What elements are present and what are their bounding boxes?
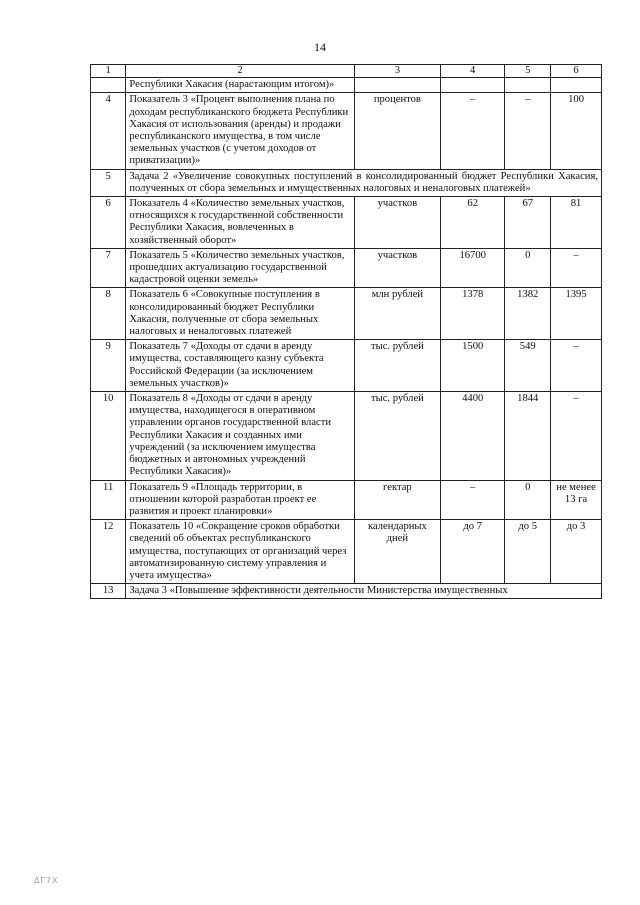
value-col4: 16700 <box>441 248 505 288</box>
unit-cell: процентов <box>354 93 440 169</box>
value-col6: 1395 <box>551 288 602 340</box>
indicator-name: Республики Хакасия (нарастающим итогом)» <box>126 78 354 93</box>
value-col5: – <box>505 93 551 169</box>
row-number: 12 <box>91 520 126 584</box>
indicator-row <box>91 392 602 480</box>
indicator-name: Показатель 6 «Совокупные поступления в консолидированный бюджет Республики Хакасия, полученные от сбора земельных налоговых и неналоговых платежей <box>126 288 354 340</box>
value-col5: до 5 <box>505 520 551 584</box>
column-number: 6 <box>551 65 602 78</box>
value-col5: 0 <box>505 480 551 520</box>
indicator-row <box>91 520 602 584</box>
row-number: 7 <box>91 248 126 288</box>
value-col6: до 3 <box>551 520 602 584</box>
column-number: 4 <box>441 65 505 78</box>
indicator-name: Показатель 9 «Площадь территории, в отношении которой разработан проект ее развития и проект планировки» <box>126 480 354 520</box>
indicator-name: Показатель 8 «Доходы от сдачи в аренду имущества, находящегося в оперативном управлении органов государственной власти Республики Хакасия и созданных ими учреждений (за исключением имущества бюджетных и автономных учреждений Республики Хакасия)» <box>126 392 354 480</box>
row-number: 11 <box>91 480 126 520</box>
indicators-table <box>90 64 602 599</box>
unit-cell: гектар <box>354 480 440 520</box>
column-number: 1 <box>91 65 126 78</box>
corner-mark: ΔΓ7Χ <box>34 876 59 885</box>
column-number-row <box>91 65 602 78</box>
task-row <box>91 169 602 196</box>
value-col4: – <box>441 480 505 520</box>
indicator-row <box>91 288 602 340</box>
row-number: 13 <box>91 584 126 599</box>
indicator-row <box>91 93 602 169</box>
value-col6: 81 <box>551 197 602 249</box>
indicator-name: Показатель 4 «Количество земельных участков, относящихся к государственной собственности Республики Хакасия, вовлеченных в хозяйственный оборот» <box>126 197 354 249</box>
column-number: 5 <box>505 65 551 78</box>
indicator-row <box>91 248 602 288</box>
unit-cell: тыс. рублей <box>354 392 440 480</box>
value-col5: 549 <box>505 340 551 392</box>
unit-cell <box>354 78 440 93</box>
value-col5: 67 <box>505 197 551 249</box>
value-col4: 1500 <box>441 340 505 392</box>
indicator-row <box>91 197 602 249</box>
indicator-name: Показатель 3 «Процент выполнения плана по доходам республиканского бюджета Республики Хакасия от использования (аренды) и продажи республиканского имущества, в том числе земельных участков (с учетом доходов от приватизации)» <box>126 93 354 169</box>
value-col6: – <box>551 248 602 288</box>
row-number <box>91 78 126 93</box>
indicator-row <box>91 480 602 520</box>
value-col6: – <box>551 392 602 480</box>
value-col6: 100 <box>551 93 602 169</box>
value-col4 <box>441 78 505 93</box>
value-col5 <box>505 78 551 93</box>
row-number: 4 <box>91 93 126 169</box>
unit-cell: календарных дней <box>354 520 440 584</box>
value-col5: 1382 <box>505 288 551 340</box>
value-col4: 4400 <box>441 392 505 480</box>
indicator-row <box>91 78 602 93</box>
indicator-name: Показатель 7 «Доходы от сдачи в аренду имущества, составляющего казну субъекта Российской Федерации (за исключением земельных участков)» <box>126 340 354 392</box>
value-col6 <box>551 78 602 93</box>
task-row <box>91 584 602 599</box>
value-col4: до 7 <box>441 520 505 584</box>
indicator-row <box>91 340 602 392</box>
row-number: 6 <box>91 197 126 249</box>
indicator-name: Показатель 10 «Сокращение сроков обработки сведений об объектах республиканского имущества, поступающих от организаций через автоматизированную систему управления и учета имущества» <box>126 520 354 584</box>
task-text: Задача 3 «Повышение эффективности деятельности Министерства имущественных <box>126 584 602 599</box>
value-col5: 0 <box>505 248 551 288</box>
row-number: 5 <box>91 169 126 196</box>
value-col5: 1844 <box>505 392 551 480</box>
row-number: 8 <box>91 288 126 340</box>
task-text: Задача 2 «Увеличение совокупных поступлений в консолидированный бюджет Республики Хакасия, полученных от сбора земельных и имущественных налоговых и неналоговых платежей» <box>126 169 602 196</box>
row-number: 10 <box>91 392 126 480</box>
value-col4: 1378 <box>441 288 505 340</box>
value-col6: – <box>551 340 602 392</box>
indicator-name: Показатель 5 «Количество земельных участков, прошедших актуализацию государственной кадастровой оценки земель» <box>126 248 354 288</box>
unit-cell: участков <box>354 248 440 288</box>
unit-cell: участков <box>354 197 440 249</box>
unit-cell: млн рублей <box>354 288 440 340</box>
value-col4: 62 <box>441 197 505 249</box>
unit-cell: тыс. рублей <box>354 340 440 392</box>
page-number: 14 <box>314 40 326 54</box>
column-number: 2 <box>126 65 354 78</box>
value-col4: – <box>441 93 505 169</box>
value-col6: не менее 13 га <box>551 480 602 520</box>
row-number: 9 <box>91 340 126 392</box>
column-number: 3 <box>354 65 440 78</box>
